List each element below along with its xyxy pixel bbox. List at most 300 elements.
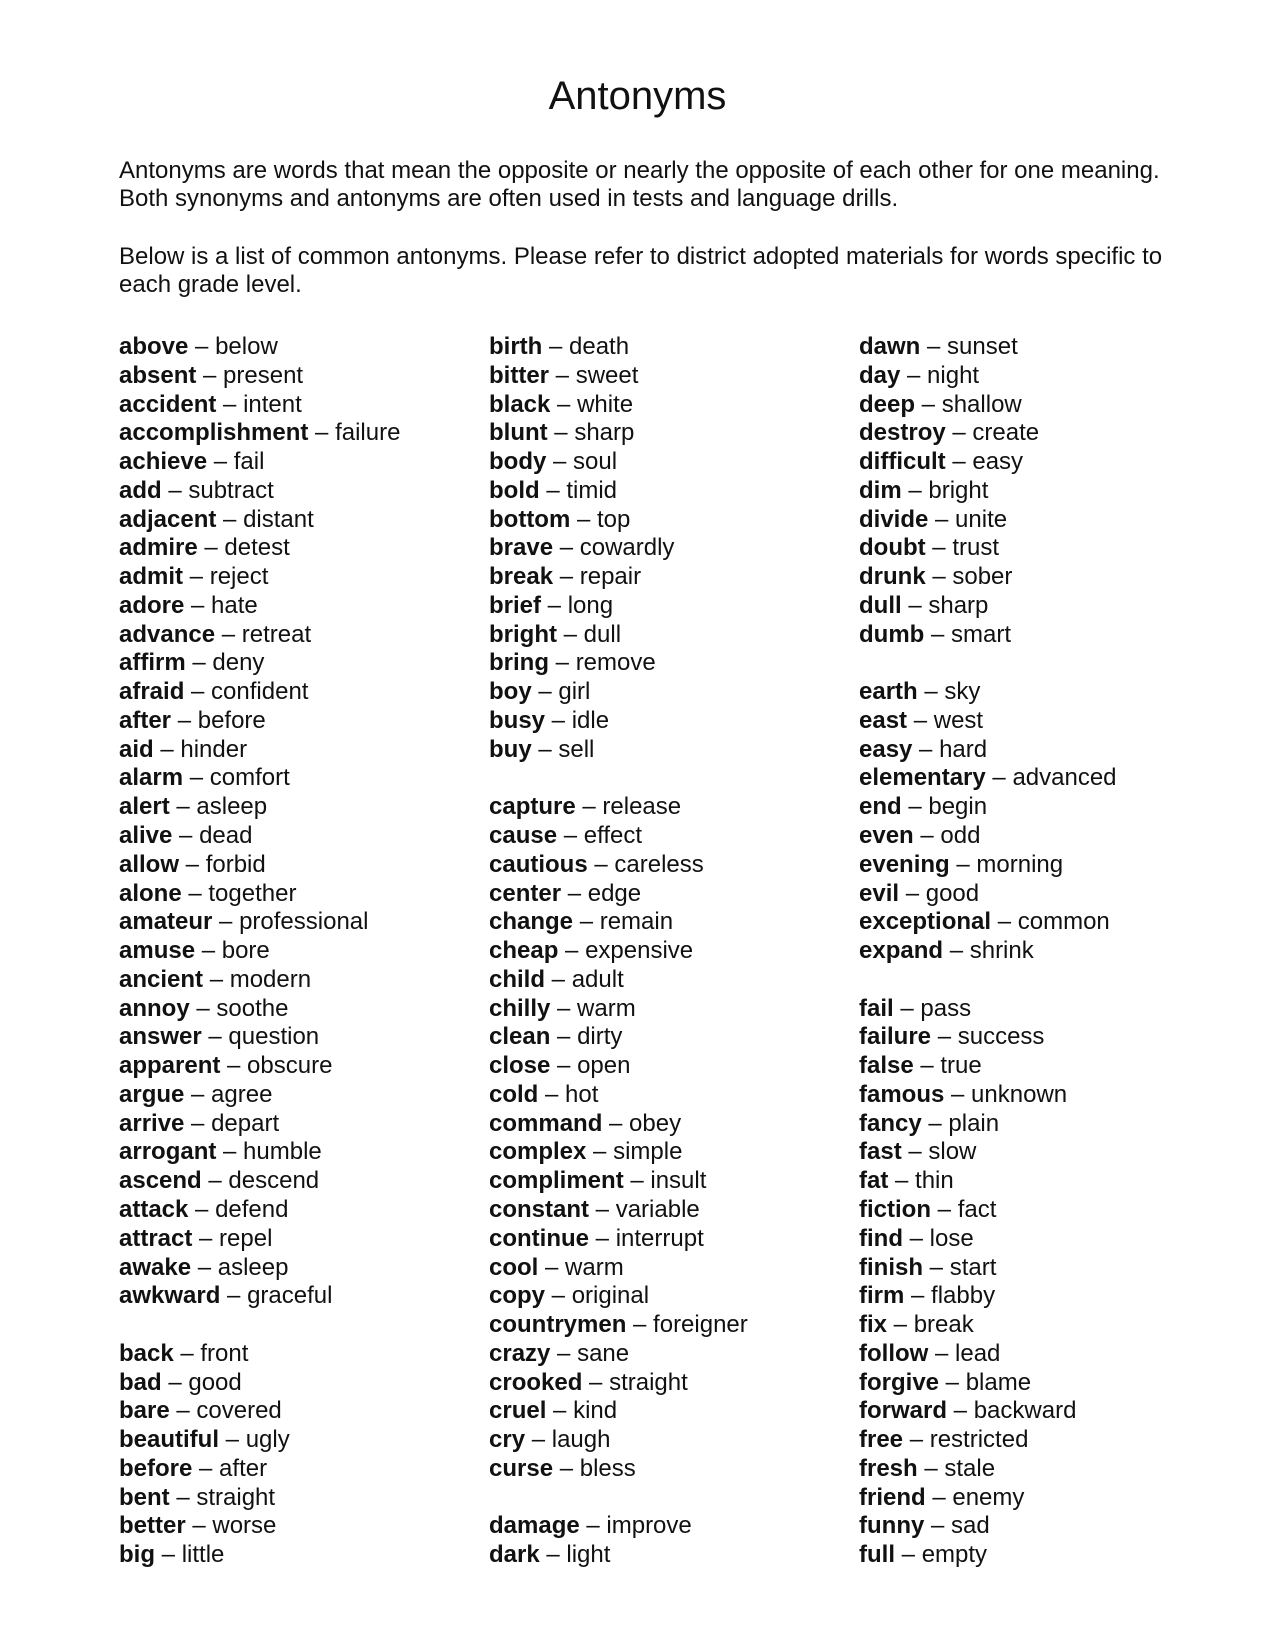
- antonym-pair: [489, 592, 849, 621]
- antonym-opposite: sell: [558, 735, 595, 763]
- antonym-opposite: sad: [951, 1512, 990, 1540]
- antonym-pair: [489, 707, 849, 736]
- antonym-opposite: lead: [955, 1339, 1001, 1367]
- antonym-pair: [859, 1340, 1219, 1369]
- antonym-word: bold: [489, 476, 540, 504]
- antonym-separator: –: [928, 505, 956, 533]
- antonym-word: command: [489, 1109, 603, 1137]
- antonym-opposite: foreigner: [653, 1311, 748, 1339]
- antonym-pair: [859, 880, 1219, 909]
- antonym-opposite: shallow: [941, 390, 1022, 418]
- antonym-word: capture: [489, 793, 576, 821]
- antonym-opposite: bright: [928, 476, 989, 504]
- antonym-pair: [489, 419, 849, 448]
- antonym-word: attract: [119, 1224, 193, 1252]
- antonym-word: crazy: [489, 1339, 551, 1367]
- antonym-separator: –: [308, 419, 336, 447]
- antonym-opposite: expensive: [585, 937, 694, 965]
- antonym-opposite: obey: [629, 1109, 682, 1137]
- antonym-opposite: present: [223, 361, 304, 389]
- antonym-opposite: cowardly: [579, 534, 675, 562]
- antonym-separator: –: [587, 850, 615, 878]
- antonym-pair: [489, 966, 849, 995]
- antonym-pair: [119, 966, 479, 995]
- antonym-pair: [119, 649, 479, 678]
- antonym-word: cheap: [489, 937, 559, 965]
- antonym-pair: [489, 1397, 849, 1426]
- antonym-separator: –: [924, 1512, 952, 1540]
- antonym-pair: [489, 736, 849, 765]
- antonym-separator: –: [155, 1541, 182, 1569]
- antonym-separator: –: [947, 1397, 974, 1425]
- antonym-pair: [859, 707, 1219, 736]
- antonym-pair: [489, 1311, 849, 1340]
- antonym-opposite: forbid: [205, 850, 266, 878]
- antonym-opposite: unknown: [971, 1080, 1068, 1108]
- antonym-word: answer: [119, 1023, 202, 1051]
- antonym-separator: –: [538, 1080, 566, 1108]
- antonym-pair: [859, 1282, 1219, 1311]
- antonym-opposite: interrupt: [615, 1224, 704, 1252]
- antonym-word: drunk: [859, 563, 926, 591]
- antonym-separator: –: [539, 1541, 567, 1569]
- antonym-word: ascend: [119, 1167, 202, 1195]
- antonym-opposite: humble: [243, 1138, 322, 1166]
- antonym-pair: [489, 908, 849, 937]
- antonym-opposite: top: [597, 505, 631, 533]
- section-spacer: [489, 764, 849, 793]
- antonym-separator: –: [185, 649, 213, 677]
- antonym-pair: [119, 1426, 479, 1455]
- antonym-separator: –: [553, 534, 580, 562]
- antonym-word: complex: [489, 1138, 587, 1166]
- antonym-word: difficult: [859, 448, 946, 476]
- antonym-opposite: warm: [577, 994, 636, 1022]
- antonym-separator: –: [172, 822, 200, 850]
- antonym-opposite: dirty: [577, 1023, 623, 1051]
- antonym-pair: [859, 333, 1219, 362]
- antonym-word: damage: [489, 1512, 580, 1540]
- antonym-separator: –: [895, 1541, 922, 1569]
- antonym-separator: –: [185, 1512, 213, 1540]
- antonym-opposite: west: [933, 706, 984, 734]
- antonym-word: alive: [119, 822, 173, 850]
- antonym-pair: [859, 534, 1219, 563]
- antonym-word: achieve: [119, 448, 208, 476]
- antonym-opposite: create: [972, 419, 1040, 447]
- antonym-opposite: blame: [965, 1368, 1032, 1396]
- antonym-pair: [859, 1023, 1219, 1052]
- antonym-opposite: sky: [944, 678, 981, 706]
- antonym-separator: –: [921, 1109, 949, 1137]
- antonym-word: aid: [119, 735, 154, 763]
- antonym-pair: [489, 477, 849, 506]
- antonym-separator: –: [915, 390, 942, 418]
- antonym-separator: –: [925, 534, 953, 562]
- antonym-separator: –: [586, 1138, 614, 1166]
- antonym-word: divide: [859, 505, 929, 533]
- antonym-word: free: [859, 1426, 904, 1454]
- section-spacer: [489, 1484, 849, 1513]
- antonym-word: allow: [119, 850, 180, 878]
- antonym-opposite: worse: [212, 1512, 277, 1540]
- antonym-pair: [489, 534, 849, 563]
- antonym-word: advance: [119, 620, 216, 648]
- antonym-opposite: sharp: [574, 419, 635, 447]
- antonym-word: afraid: [119, 678, 185, 706]
- antonym-word: elementary: [859, 764, 986, 792]
- antonym-column-3: [859, 333, 1219, 1570]
- antonym-separator: –: [212, 908, 240, 936]
- antonym-opposite: lose: [929, 1224, 974, 1252]
- antonym-word: fiction: [859, 1195, 931, 1223]
- antonym-pair: [119, 736, 479, 765]
- antonym-separator: –: [188, 1195, 216, 1223]
- antonym-separator: –: [589, 1224, 616, 1252]
- section-spacer: [859, 966, 1219, 995]
- antonym-opposite: sunset: [947, 333, 1018, 360]
- antonym-pair: [489, 1512, 849, 1541]
- antonym-opposite: question: [228, 1023, 320, 1051]
- antonym-separator: –: [203, 965, 230, 993]
- antonym-word: affirm: [119, 649, 186, 677]
- antonym-word: admire: [119, 534, 198, 562]
- antonym-opposite: soothe: [216, 994, 289, 1022]
- antonym-separator: –: [153, 735, 181, 763]
- antonym-pair: [859, 419, 1219, 448]
- antonym-word: destroy: [859, 419, 946, 447]
- antonym-separator: –: [546, 1397, 574, 1425]
- antonym-separator: –: [561, 879, 588, 907]
- antonym-opposite: repel: [219, 1224, 273, 1252]
- antonym-opposite: long: [567, 591, 614, 619]
- antonym-separator: –: [220, 1282, 248, 1310]
- antonym-separator: –: [546, 448, 574, 476]
- antonym-separator: –: [557, 822, 584, 850]
- antonym-opposite: sweet: [575, 361, 639, 389]
- antonym-word: false: [859, 1052, 914, 1080]
- antonym-word: forward: [859, 1397, 948, 1425]
- antonym-word: bitter: [489, 361, 549, 389]
- antonym-word: dumb: [859, 620, 925, 648]
- antonym-word: clean: [489, 1023, 551, 1051]
- antonym-word: child: [489, 965, 546, 993]
- antonym-word: close: [489, 1052, 551, 1080]
- antonym-word: compliment: [489, 1167, 624, 1195]
- antonym-pair: [859, 1484, 1219, 1513]
- antonym-opposite: repair: [579, 563, 642, 591]
- antonym-separator: –: [169, 1483, 197, 1511]
- antonym-separator: –: [184, 591, 212, 619]
- antonym-opposite: little: [181, 1541, 225, 1569]
- antonym-pair: [119, 1397, 479, 1426]
- antonym-opposite: depart: [211, 1109, 280, 1137]
- antonym-pair: [489, 1167, 849, 1196]
- antonym-separator: –: [550, 994, 578, 1022]
- antonym-opposite: deny: [212, 649, 265, 677]
- antonym-separator: –: [161, 476, 189, 504]
- antonym-word: evening: [859, 850, 950, 878]
- antonym-word: birth: [489, 333, 543, 360]
- antonym-opposite: laugh: [551, 1426, 611, 1454]
- antonym-opposite: empty: [921, 1541, 988, 1569]
- antonym-separator: –: [949, 850, 977, 878]
- antonym-opposite: graceful: [247, 1282, 333, 1310]
- antonym-pair: [489, 995, 849, 1024]
- antonym-word: fix: [859, 1311, 888, 1339]
- antonym-separator: –: [945, 419, 973, 447]
- antonym-separator: –: [169, 793, 197, 821]
- antonym-word: blunt: [489, 419, 548, 447]
- antonym-opposite: odd: [940, 822, 981, 850]
- antonym-opposite: advanced: [1012, 764, 1117, 792]
- antonym-pair: [119, 678, 479, 707]
- antonym-pair: [119, 1455, 479, 1484]
- antonym-opposite: straight: [609, 1368, 688, 1396]
- antonym-separator: –: [169, 1397, 197, 1425]
- antonym-word: dawn: [859, 333, 921, 360]
- antonym-pair: [119, 1196, 479, 1225]
- antonym-pair: [119, 333, 479, 362]
- antonym-word: even: [859, 822, 914, 850]
- antonym-opposite: before: [197, 706, 266, 734]
- antonym-word: crooked: [489, 1368, 583, 1396]
- antonym-separator: –: [904, 1282, 932, 1310]
- antonym-word: failure: [859, 1023, 932, 1051]
- antonym-word: easy: [859, 735, 913, 763]
- antonym-opposite: light: [566, 1541, 611, 1569]
- antonym-separator: –: [196, 361, 224, 389]
- antonym-separator: –: [188, 333, 216, 360]
- antonym-opposite: true: [940, 1052, 982, 1080]
- antonym-separator: –: [925, 563, 953, 591]
- antonym-separator: –: [925, 1483, 953, 1511]
- antonym-word: admit: [119, 563, 184, 591]
- antonym-word: bent: [119, 1483, 170, 1511]
- antonym-opposite: good: [188, 1368, 242, 1396]
- antonym-separator: –: [558, 937, 586, 965]
- antonym-pair: [489, 333, 849, 362]
- antonym-separator: –: [220, 1052, 248, 1080]
- antonym-separator: –: [173, 1339, 201, 1367]
- antonym-separator: –: [183, 764, 210, 792]
- antonym-opposite: bless: [579, 1454, 636, 1482]
- antonym-opposite: sharp: [928, 591, 989, 619]
- antonym-word: brief: [489, 591, 542, 619]
- antonym-separator: –: [184, 1080, 212, 1108]
- antonym-opposite: distant: [243, 505, 314, 533]
- antonym-pair: [119, 362, 479, 391]
- antonym-opposite: original: [571, 1282, 650, 1310]
- antonym-opposite: sober: [952, 563, 1013, 591]
- antonym-pair: [119, 391, 479, 420]
- antonym-word: arrogant: [119, 1138, 217, 1166]
- antonym-separator: –: [545, 706, 572, 734]
- antonym-pair: [489, 1282, 849, 1311]
- antonym-separator: –: [901, 793, 929, 821]
- antonym-separator: –: [913, 822, 941, 850]
- antonym-opposite: retreat: [241, 620, 312, 648]
- antonym-opposite: agree: [211, 1080, 273, 1108]
- antonym-word: add: [119, 476, 162, 504]
- antonym-pair: [859, 1110, 1219, 1139]
- antonym-word: deep: [859, 390, 916, 418]
- antonym-separator: –: [913, 1052, 941, 1080]
- antonym-pair: [489, 1196, 849, 1225]
- antonym-opposite: ugly: [245, 1426, 290, 1454]
- antonym-pair: [489, 937, 849, 966]
- antonym-pair: [119, 707, 479, 736]
- antonym-pair: [119, 563, 479, 592]
- antonym-word: bare: [119, 1397, 170, 1425]
- antonym-pair: [119, 1254, 479, 1283]
- antonym-word: arrive: [119, 1109, 185, 1137]
- antonym-separator: –: [541, 591, 568, 619]
- antonym-word: continue: [489, 1224, 589, 1252]
- antonym-pair: [489, 1369, 849, 1398]
- antonym-opposite: descend: [228, 1167, 320, 1195]
- antonym-opposite: asleep: [196, 793, 268, 821]
- antonym-pair: [859, 1311, 1219, 1340]
- antonym-pair: [119, 1369, 479, 1398]
- antonym-opposite: plain: [948, 1109, 1000, 1137]
- antonym-opposite: confident: [211, 678, 309, 706]
- antonym-word: accomplishment: [119, 419, 309, 447]
- antonym-pair: [119, 1138, 479, 1167]
- antonym-pair: [119, 592, 479, 621]
- antonym-word: fresh: [859, 1454, 918, 1482]
- antonym-opposite: death: [569, 333, 630, 360]
- antonym-separator: –: [192, 1454, 220, 1482]
- antonym-separator: –: [179, 850, 206, 878]
- antonym-word: constant: [489, 1195, 590, 1223]
- antonym-word: beautiful: [119, 1426, 219, 1454]
- antonym-word: cool: [489, 1253, 539, 1281]
- antonym-opposite: smart: [951, 620, 1012, 648]
- antonym-pair: [489, 678, 849, 707]
- antonym-pair: [859, 1081, 1219, 1110]
- antonym-separator: –: [553, 1454, 580, 1482]
- antonym-separator: –: [545, 1282, 572, 1310]
- antonym-pair: [119, 908, 479, 937]
- antonym-pair: [859, 937, 1219, 966]
- antonym-opposite: good: [925, 879, 980, 907]
- antonym-separator: –: [183, 563, 210, 591]
- antonym-separator: –: [553, 563, 580, 591]
- antonym-word: evil: [859, 879, 900, 907]
- section-spacer: [859, 649, 1219, 678]
- antonym-opposite: edge: [587, 879, 642, 907]
- antonym-separator: –: [602, 1109, 630, 1137]
- antonym-word: adore: [119, 591, 185, 619]
- antonym-opposite: variable: [615, 1195, 700, 1223]
- antonym-pair: [119, 506, 479, 535]
- antonym-opposite: reject: [209, 563, 269, 591]
- antonym-word: bottom: [489, 505, 571, 533]
- antonym-separator: –: [582, 1368, 610, 1396]
- antonym-column-1: [119, 333, 479, 1570]
- antonym-pair: [489, 1225, 849, 1254]
- antonym-opposite: below: [215, 333, 278, 360]
- antonym-pair: [489, 1081, 849, 1110]
- antonym-separator: –: [985, 764, 1013, 792]
- antonym-separator: –: [161, 1368, 189, 1396]
- antonym-separator: –: [550, 1052, 578, 1080]
- antonym-opposite: defend: [215, 1195, 289, 1223]
- antonym-word: bring: [489, 649, 549, 677]
- antonym-separator: –: [184, 1109, 212, 1137]
- antonym-separator: –: [943, 937, 970, 965]
- antonym-pair: [489, 1023, 849, 1052]
- antonym-pair: [859, 764, 1219, 793]
- antonym-opposite: thin: [915, 1167, 954, 1195]
- antonym-word: absent: [119, 361, 197, 389]
- intro-paragraph: Antonyms are words that mean the opposite or nearly the opposite of each other for one meaning. Both synonyms and antonyms are often used in tests and language drills.: [119, 157, 1160, 212]
- antonym-word: firm: [859, 1282, 905, 1310]
- antonym-word: forgive: [859, 1368, 940, 1396]
- antonym-opposite: subtract: [188, 476, 274, 504]
- antonym-separator: –: [525, 1426, 552, 1454]
- antonym-word: after: [119, 706, 172, 734]
- antonym-opposite: bore: [221, 937, 270, 965]
- antonym-opposite: common: [1017, 908, 1110, 936]
- antonym-pair: [119, 793, 479, 822]
- antonym-separator: –: [201, 1023, 229, 1051]
- antonym-opposite: morning: [976, 850, 1064, 878]
- antonym-pair: [489, 621, 849, 650]
- antonym-pair: [119, 621, 479, 650]
- antonym-word: break: [489, 563, 554, 591]
- antonym-word: alarm: [119, 764, 184, 792]
- antonym-word: cause: [489, 822, 558, 850]
- antonym-separator: –: [570, 505, 597, 533]
- antonym-separator: –: [902, 1224, 930, 1252]
- antonym-separator: –: [191, 1253, 218, 1281]
- antonym-opposite: hot: [565, 1080, 599, 1108]
- antonym-pair: [489, 391, 849, 420]
- antonym-pair: [859, 851, 1219, 880]
- antonym-word: fat: [859, 1167, 889, 1195]
- antonym-opposite: hate: [211, 591, 258, 619]
- antonym-word: buy: [489, 735, 532, 763]
- antonym-pair: [119, 534, 479, 563]
- antonym-pair: [859, 736, 1219, 765]
- antonym-separator: –: [539, 476, 567, 504]
- antonym-opposite: shrink: [969, 937, 1034, 965]
- antonym-word: before: [119, 1454, 193, 1482]
- antonym-separator: –: [623, 1167, 651, 1195]
- antonym-word: adjacent: [119, 505, 217, 533]
- antonym-column-2: [489, 333, 849, 1570]
- antonym-opposite: improve: [606, 1512, 692, 1540]
- antonym-word: bright: [489, 620, 557, 648]
- antonym-pair: [119, 1512, 479, 1541]
- antonym-word: alone: [119, 879, 182, 907]
- antonym-opposite: front: [200, 1339, 249, 1367]
- antonym-separator: –: [917, 678, 945, 706]
- antonym-opposite: start: [949, 1253, 997, 1281]
- antonym-separator: –: [531, 678, 559, 706]
- antonym-word: awake: [119, 1253, 192, 1281]
- antonym-word: change: [489, 908, 574, 936]
- antonym-separator: –: [542, 333, 570, 360]
- antonym-separator: –: [945, 448, 973, 476]
- antonym-opposite: intent: [243, 390, 302, 418]
- antonym-opposite: unite: [955, 505, 1008, 533]
- antonym-word: expand: [859, 937, 944, 965]
- antonym-separator: –: [556, 620, 584, 648]
- antonym-word: east: [859, 706, 908, 734]
